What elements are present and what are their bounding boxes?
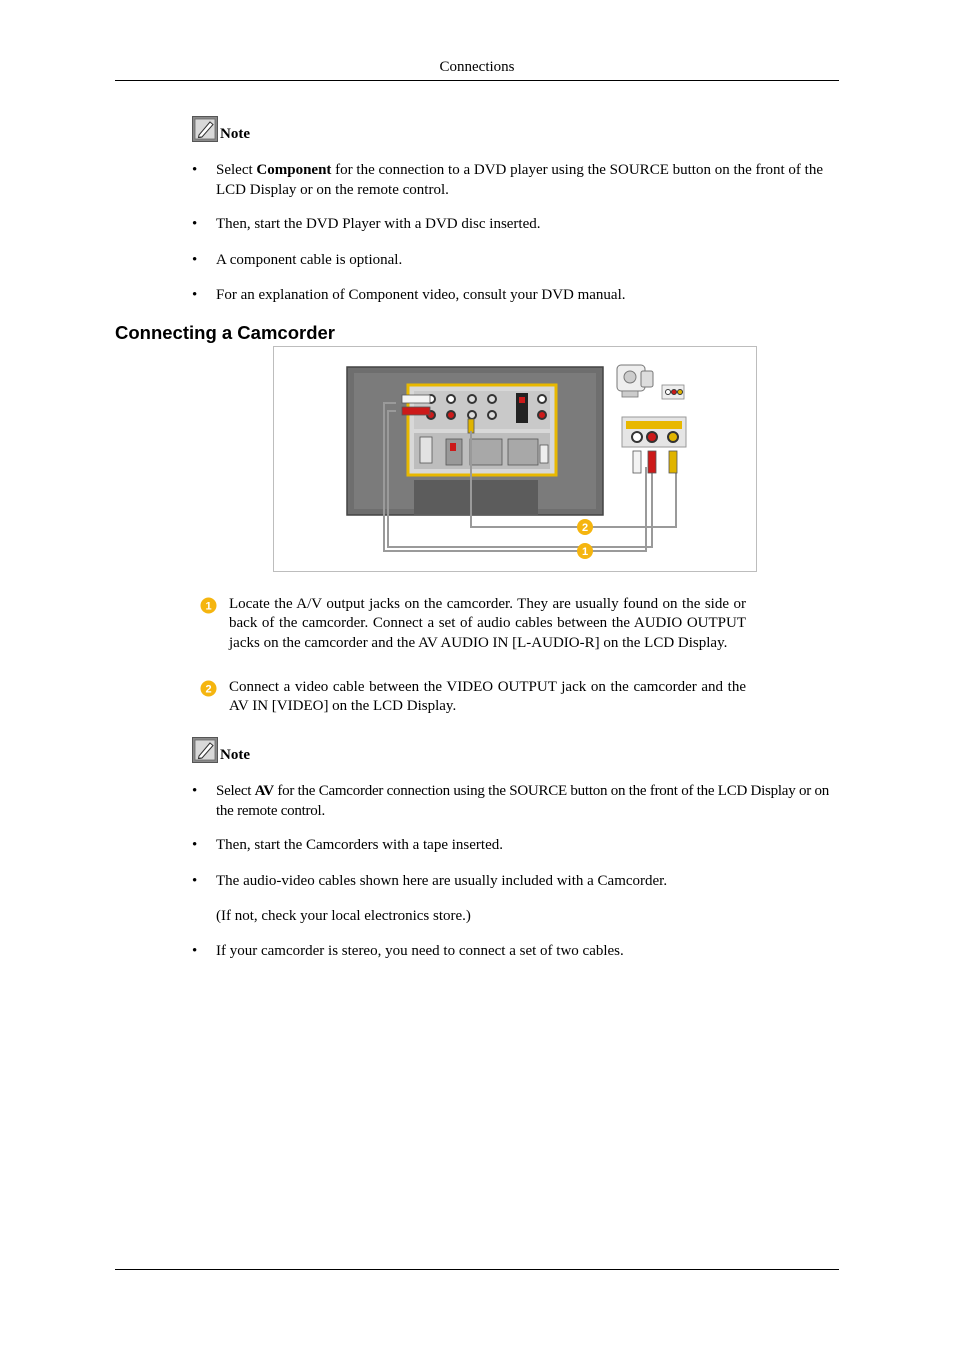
jack-icon [468, 411, 476, 419]
camcorder-icon [617, 365, 653, 397]
note-label: Note [220, 747, 250, 763]
step-text: Connect a video cable between the VIDEO OUTPUT jack on the camcorder and the AV IN [VIDEO] on the LCD Display. [229, 679, 746, 715]
bullet-dot-icon: • [192, 252, 198, 268]
keyword-component: Component [256, 162, 332, 178]
plug-yellow [468, 419, 474, 433]
step-2-badge-icon [200, 680, 217, 697]
note-label: Note [220, 126, 250, 142]
bullet-dot-icon: • [192, 287, 198, 303]
footer-divider [115, 1269, 839, 1270]
dvi-connector [470, 439, 502, 465]
jack-icon [488, 395, 496, 403]
connector-red-mark [450, 443, 456, 451]
header-divider [115, 80, 839, 81]
badge-2-label: 2 [581, 522, 589, 534]
note-icon [192, 737, 218, 763]
connection-diagram-illustration [274, 347, 758, 573]
jack-icon [447, 411, 455, 419]
plug-red [648, 451, 656, 473]
plug-white [633, 451, 641, 473]
jack-icon [468, 395, 476, 403]
camcorder-jack-panel-small [662, 385, 684, 399]
badge-1-label: 1 [581, 546, 589, 558]
bullet-dot-icon: • [192, 943, 198, 959]
bullet-dot-icon: • [192, 216, 198, 232]
page-header-title: Connections [439, 59, 515, 75]
speaker-terminal-red [519, 397, 525, 403]
av-output-panel [622, 417, 686, 447]
plug-white [402, 395, 430, 403]
plug-red [402, 407, 430, 415]
plug-yellow [669, 451, 677, 473]
jack-icon [538, 411, 546, 419]
keyword-av: AV [254, 783, 274, 799]
note-icon [192, 116, 218, 142]
monitor-stand-base [414, 480, 538, 515]
jack-icon [447, 395, 455, 403]
section-title: Connecting a Camcorder [115, 322, 335, 343]
bullet-dot-icon: • [192, 837, 198, 853]
aside-text: (If not, check your local electronics store.) [216, 908, 471, 924]
bullet-dot-icon: • [192, 162, 198, 178]
dsub-connector [508, 439, 538, 465]
step-1-badge-icon [200, 597, 217, 614]
bullet-dot-icon: • [192, 783, 198, 799]
connection-diagram [273, 346, 757, 572]
jack-icon [538, 395, 546, 403]
svg-text:2: 2 [205, 683, 212, 696]
bullet-dot-icon: • [192, 873, 198, 889]
step-text: Locate the A/V output jacks on the camcorder. They are usually found on the side or back of the camcorder. Connect a set of audio cables between the AUDIO OUTPUT jacks on the camcorder and the AV AUDIO IN [L-AUDIO-R] on the LCD Display. [229, 596, 746, 651]
connector-block [540, 445, 548, 463]
svg-text:1: 1 [205, 600, 212, 613]
connector-block [446, 439, 462, 465]
connector-block [420, 437, 432, 463]
jack-icon [488, 411, 496, 419]
